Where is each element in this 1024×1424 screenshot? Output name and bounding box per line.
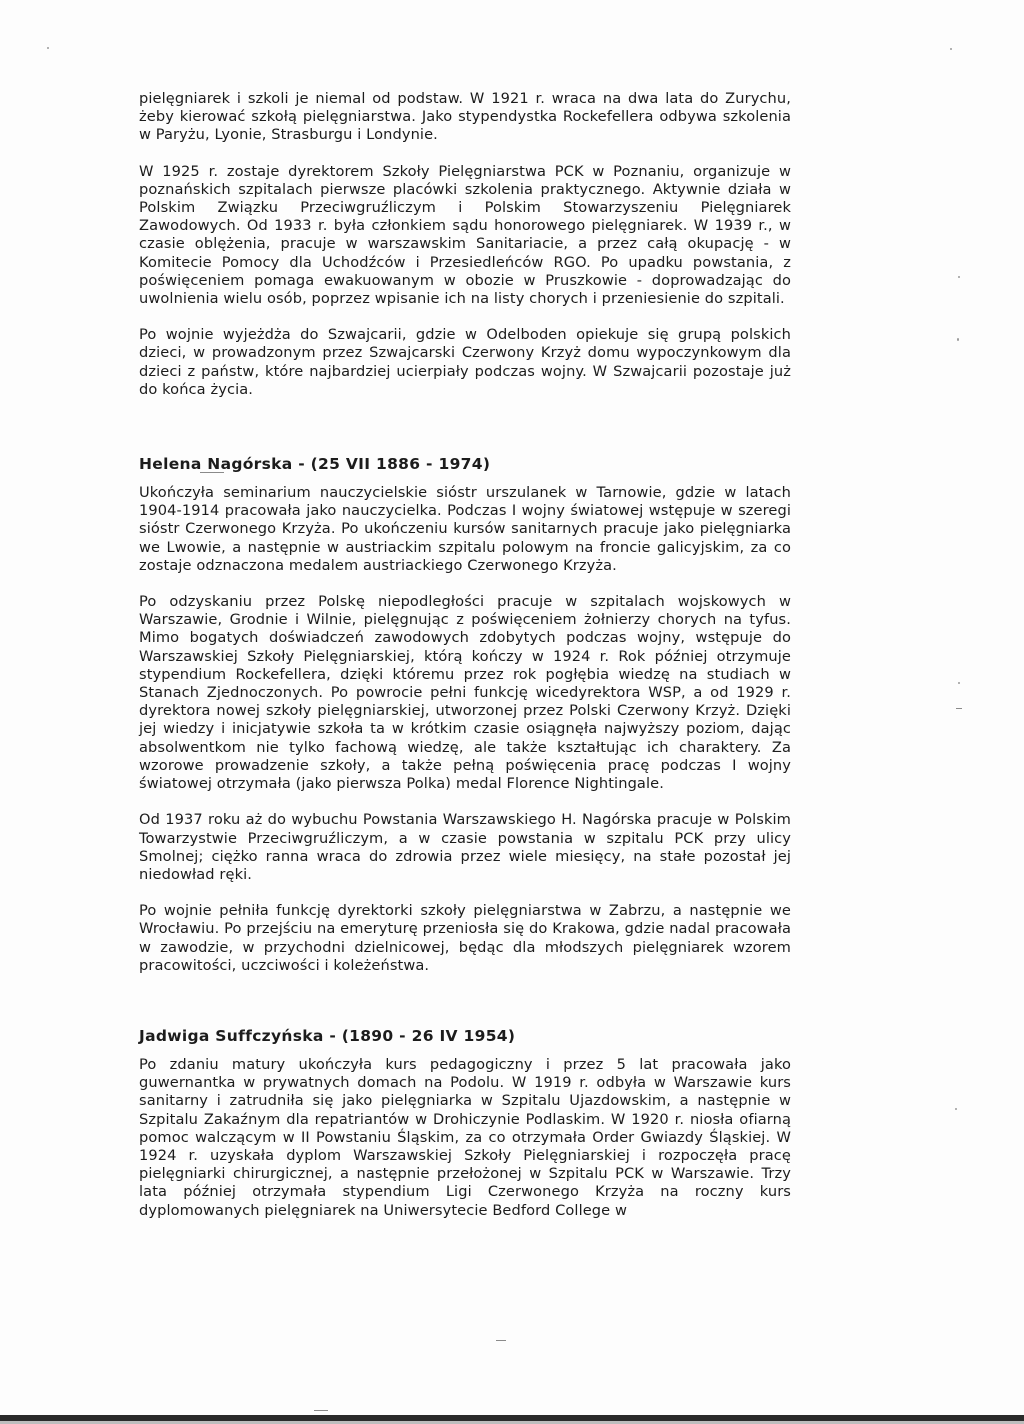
scan-speck [958, 682, 960, 684]
scan-mark [956, 708, 962, 709]
scan-speck [957, 338, 959, 341]
section-paragraph: Ukończyła seminarium nauczycielskie sióstr urszulanek w Tarnowie, gdzie w latach 1904-1914 pracowała jako nauczycielka. Podczas I wojny światowej wstępuje w szeregi sióstr Czerwonego Krzyża. Po ukończeniu kursów sanitarnych pracuje jako pielęgniarka we Lwowie, a następnie w austriackim szpitalu polowym na froncie galicyjskim, za co zostaje odznaczona medalem austriackiego Czerwonego Krzyża. [139, 484, 791, 574]
section-body [139, 484, 791, 975]
section-body [139, 1056, 791, 1220]
section-paragraph: Po odzyskaniu przez Polskę niepodległości pracuje w szpitalach wojskowych w Warszawie, Grodnie i Wilnie, pielęgnując z poświęceniem żołnierzy chorych na tyfus. Mimo bogatych doświadczeń zawodowych zdobytych podczas wojny, wstępuje do Warszawskiej Szkoły Pielęgniarskiej, którą kończy w 1924 r. Rok później otrzymuje stypendium Rockefellera, dzięki któremu przez rok pogłębia wiedzę na studiach w Stanach Zjednoczonych. Po powrocie pełni funkcję wicedyrektora WSP, a od 1929 r. dyrektora nowej szkoły pielęgniarskiej, utworzonej przez Polski Czerwony Krzyż. Dzięki jej wiedzy i inicjatywie szkoła ta w krótkim czasie osiągnęła najwyższy poziom, dając absolwentkom nie tylko fachową wiedzę, ale także kształtując ich charaktery. Za wzorowe prowadzenie szkoły, a także pełną poświęcenia pracę podczas I wojny światowej otrzymała (jako pierwsza Polka) medal Florence Nightingale. [139, 593, 791, 793]
section-paragraph: Po wojnie pełniła funkcję dyrektorki szkoły pielęgniarstwa w Zabrzu, a następnie we Wrocławiu. Po przejściu na emeryturę przeniosła się do Krakowa, gdzie nadal pracowała w zawodzie, w przychodni dzielnicowej, będąc dla młodszych pielęgniarek wzorem pracowitości, uczciwości i koleżeństwa. [139, 902, 791, 974]
intro-paragraph: Po wojnie wyjeżdża do Szwajcarii, gdzie w Odelboden opiekuje się grupą polskich dzieci, w prowadzonym przez Szwajcarski Czerwony Krzyż domu wypoczynkowym dla dzieci z państw, które najbardziej ucierpiały podczas wojny. W Szwajcarii pozostaje już do końca życia. [139, 326, 791, 398]
intro-paragraph: W 1925 r. zostaje dyrektorem Szkoły Pielęgniarstwa PCK w Poznaniu, organizuje w poznańskich szpitalach pierwsze placówki szkolenia praktycznego. Aktywnie działa w Polskim Związku Przeciwgruźliczym i Polskim Stowarzyszeniu Pielęgniarek Zawodowych. Od 1933 r. była członkiem sądu honorowego pielęgniarek. W 1939 r., w czasie oblężenia, pracuje w warszawskim Sanitariacie, a przez całą okupację - w Komitecie Pomocy dla Uchodźców i Przesiedleńców RGO. Po upadku powstania, z poświęceniem pomaga ewakuowanym w obozie w Pruszkowie - doprowadzając do uwolnienia wielu osób, poprzez wpisanie ich na listy chorych i przeniesienie do szpitali. [139, 162, 791, 308]
scan-mark [496, 1340, 506, 1341]
intro-paragraph: pielęgniarek i szkoli je niemal od podstaw. W 1921 r. wraca na dwa lata do Zurychu, żeby kierować szkołą pielęgniarstwa. Jako stypendystka Rockefellera odbywa szkolenia w Paryżu, Lyonie, Strasburgu i Londynie. [139, 90, 791, 144]
section-paragraph: Po zdaniu matury ukończyła kurs pedagogiczny i przez 5 lat pracowała jako guwernantka w prywatnych domach na Podolu. W 1919 r. odbyła w Warszawie kurs sanitarny i zatrudniła się jako pielęgniarka w Szpitalu Ujazdowskim, a następnie w Szpitalu Zakaźnym dla repatriantów w Drohiczynie Podlaskim. W 1920 r. niosła ofiarną pomoc walczącym w II Powstaniu Śląskim, za co otrzymała Order Gwiazdy Śląskiej. W 1924 r. uzyskała dyplom Warszawskiej Szkoły Pielęgniarskiej i rozpoczęła pracę pielęgniarki chirurgicznej, a następnie przełożonej w Szpitalu PCK w Warszawie. Trzy lata później otrzymała stypendium Ligi Czerwonego Krzyża na roczny kurs dyplomowanych pielęgniarek na Uniwersytecie Bedford College w [139, 1055, 791, 1219]
scan-speck [47, 47, 49, 49]
scan-speck [950, 48, 952, 50]
scan-speck [958, 276, 960, 278]
section-heading: Helena Nagórska - (25 VII 1886 - 1974) [139, 455, 491, 474]
intro-block [139, 90, 791, 399]
scan-mark [314, 1410, 328, 1411]
scan-speck [955, 1108, 957, 1110]
document-body [139, 90, 791, 1220]
section-heading: Jadwiga Suffczyńska - (1890 - 26 IV 1954) [139, 1026, 516, 1045]
section-paragraph: Od 1937 roku aż do wybuchu Powstania Warszawskiego H. Nagórska pracuje w Polskim Towarzystwie Przeciwgruźliczym, a w czasie powstania w szpitalu PCK przy ulicy Smolnej; ciężko ranna wraca do zdrowia przez wiele miesięcy, na stałe pozostał jej niedowład ręki. [139, 811, 791, 883]
